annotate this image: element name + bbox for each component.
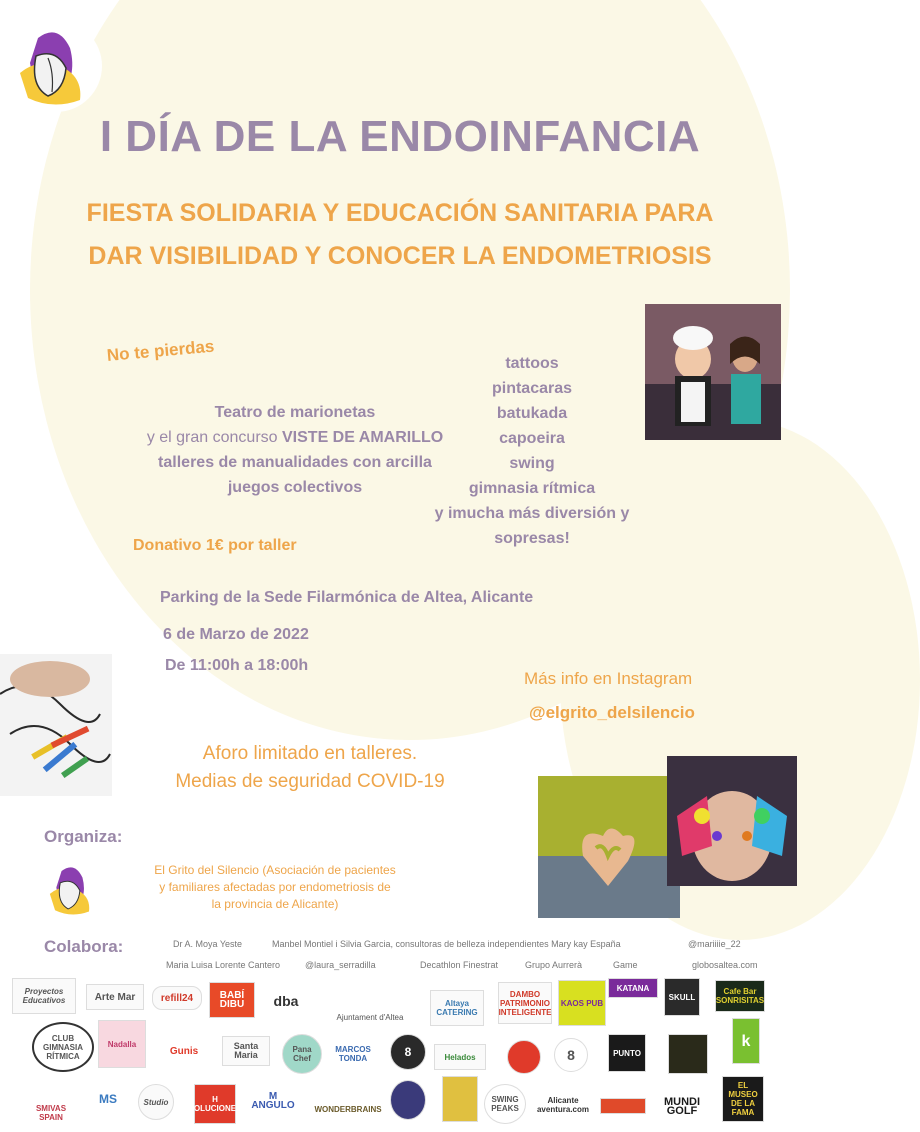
activity-item: talleres de manualidades con arcilla	[158, 454, 432, 471]
activity-item: gimnasia rítmica	[468, 480, 596, 497]
activities-heading: No te pierdas	[106, 336, 216, 365]
sponsor-logo: Altaya CATERING	[430, 990, 484, 1026]
contest-prefix: y el gran concurso	[146, 429, 282, 446]
organiza-line-2: y familiares afectadas por endometriosis de	[159, 880, 391, 894]
sponsor-logo: dba	[273, 992, 299, 1009]
colabora-name: Dr A. Moya Yeste	[173, 939, 243, 949]
sponsor-logo: Arte Mar	[86, 984, 144, 1010]
donation-text: Donativo 1€ por taller	[133, 537, 297, 554]
sponsor-logo: Alicante aventura.com	[536, 1096, 590, 1114]
activity-item: sopresas!	[494, 530, 570, 547]
colabora-name: @laura_serradilla	[305, 960, 376, 970]
notice-line-1: Aforo limitado en talleres.	[202, 743, 418, 764]
crayons-photo	[0, 654, 112, 796]
sponsor-logo: refill24	[152, 986, 202, 1010]
colabora-name: Grupo Aurrerà	[525, 960, 583, 970]
sponsor-logo: DAMBO PATRIMONIO INTELIGENTE	[498, 982, 552, 1024]
sponsor-logo: CLUB GIMNASIA RÍTMICA	[32, 1022, 94, 1072]
colabora-name: Maria Luisa Lorente Cantero	[166, 960, 281, 970]
sponsor-logo: Santa Maria	[222, 1036, 270, 1066]
organiza-label: Organiza:	[44, 827, 123, 846]
colabora-name: globosaltea.com	[692, 960, 758, 970]
sponsor-logo: Studio	[138, 1084, 174, 1120]
activity-item: tattoos	[505, 355, 559, 372]
instagram-label: Más info en Instagram	[524, 669, 693, 688]
sponsor-logo: Gunis	[169, 1045, 199, 1057]
sponsor-logo	[600, 1098, 646, 1114]
sponsor-logo	[668, 1034, 708, 1074]
sponsor-logo: MS	[99, 1091, 117, 1106]
notice-line-2: Medias de seguridad COVID-19	[175, 771, 445, 792]
sponsor-logo: H SOLUCIONES	[194, 1084, 236, 1124]
sponsor-logo: Pana Chef	[282, 1034, 322, 1074]
organiza-logo	[42, 858, 104, 920]
activity-item: pintacaras	[491, 380, 573, 397]
colabora-name: Decathlon Finestrat	[420, 960, 499, 970]
sponsor-logo: Cafe Bar SONRISITAS	[715, 980, 765, 1012]
colabora-name: Manbel Montiel i Silvia Garcia, consultoras de belleza independientes Mary kay España	[272, 939, 621, 949]
activity-item: Teatro de marionetas	[214, 404, 376, 421]
organiza-line-3: la provincia de Alicante)	[211, 897, 339, 911]
event-date: 6 de Marzo de 2022	[163, 626, 309, 643]
sponsor-logo: KATANA	[608, 978, 658, 998]
organiza-line-1: El Grito del Silencio (Asociación de pacientes	[154, 863, 396, 877]
sponsor-logo	[507, 1040, 541, 1074]
sponsor-logo: SMIVAS SPAIN	[35, 1104, 67, 1122]
activity-item: swing	[509, 455, 555, 472]
sponsor-logo: BABÍ DIBU	[209, 982, 255, 1018]
activity-item: y imucha más diversión y	[434, 505, 630, 522]
sponsor-logo: SKULL	[664, 978, 700, 1016]
colabora-label: Colabora:	[44, 937, 124, 956]
page-title: I DÍA DE LA ENDOINFANCIA	[99, 112, 701, 161]
sponsor-logo: 8	[554, 1038, 588, 1072]
sponsor-logo: SWING PEAKS	[484, 1084, 526, 1124]
sponsor-logo: M ANGULO	[251, 1091, 295, 1111]
sponsor-logo: EL MUSEO DE LA FAMA	[722, 1076, 764, 1122]
sponsor-logo: MARCOS TONDA	[335, 1045, 371, 1063]
sponsor-logo: Nadalla	[98, 1020, 146, 1068]
sponsor-logo: KAOS PUB	[558, 980, 606, 1026]
organization-logo	[8, 18, 103, 113]
puppet-photo	[645, 304, 781, 440]
activity-item: juegos colectivos	[227, 479, 363, 496]
event-hours: De 11:00h a 18:00h	[165, 657, 309, 674]
organiza-description	[125, 862, 425, 913]
sponsor-logo	[442, 1076, 478, 1122]
subtitle-line-1: FIESTA SOLIDARIA Y EDUCACIÓN SANITARIA PARA	[86, 199, 714, 227]
colabora-name: Game	[613, 960, 638, 970]
event-location: Parking de la Sede Filarmónica de Altea, Alicante	[160, 589, 534, 606]
contest-name: VISTE DE AMARILLO	[282, 429, 444, 446]
sponsor-logo: k	[732, 1018, 760, 1064]
sponsor-logo: 8	[390, 1034, 426, 1070]
activities-right-list	[412, 351, 652, 551]
activity-item: capoeira	[499, 430, 565, 447]
subtitle-line-2: DAR VISIBILIDAD Y CONOCER LA ENDOMETRIOSIS	[88, 242, 712, 270]
sponsor-logo: WONDERBRAINS	[314, 1105, 382, 1114]
activity-item: batukada	[496, 405, 568, 422]
sponsor-logo: MUNDI GOLF	[663, 1096, 701, 1117]
colabora-name: @mariiiie_22	[688, 939, 741, 949]
heart-hands-photo	[538, 776, 680, 918]
sponsor-logo: Proyectos Educativos	[12, 978, 76, 1014]
instagram-handle[interactable]: @elgrito_delsilencio	[529, 703, 695, 722]
sponsor-logo: PUNTO	[608, 1034, 646, 1072]
sponsor-logo	[390, 1080, 426, 1120]
sponsor-logo: Helados	[434, 1044, 486, 1070]
painted-hands-photo	[667, 756, 797, 886]
sponsor-logo: Ajuntament d'Altea	[336, 1013, 404, 1022]
